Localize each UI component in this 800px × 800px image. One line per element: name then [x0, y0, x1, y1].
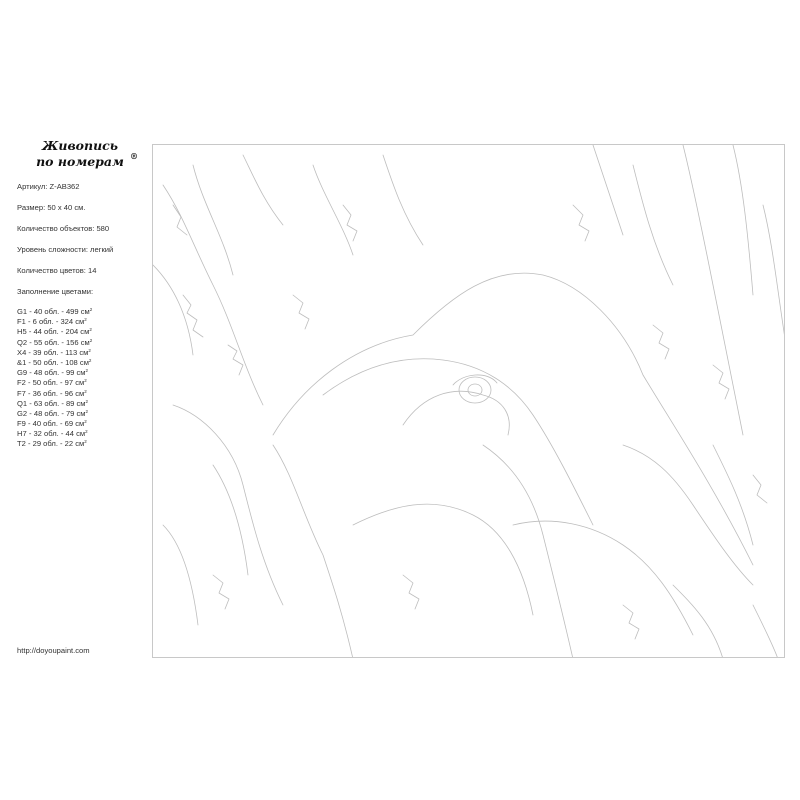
color-fill-text: T2 - 29 обл. - 22 см: [17, 439, 85, 449]
color-fill-item: [17, 315, 142, 325]
brand-line2: [30, 151, 138, 170]
color-fill-text: Q2 - 55 обл. - 156 см: [17, 337, 90, 347]
color-fill-text: F7 - 36 обл. - 96 см: [17, 388, 85, 398]
color-fill-text: G9 - 48 обл. - 99 см: [17, 368, 86, 378]
color-fill-text: H7 - 32 обл. - 44 см: [17, 429, 86, 439]
color-fill-item: [17, 356, 142, 366]
color-fill-text: Q1 - 63 обл. - 89 см: [17, 398, 86, 408]
line-art-outline: [153, 145, 785, 658]
color-fill-unit-sup: 2: [84, 439, 87, 445]
brand-line2-text: по номерам: [36, 154, 124, 169]
color-fill-unit-sup: 2: [85, 368, 89, 374]
color-fill-item: [17, 376, 142, 386]
color-fill-item: [17, 437, 142, 447]
registered-mark: ®: [130, 151, 138, 161]
size-label: Размер: 50 х 40 см.: [17, 203, 86, 212]
color-fill-item: [17, 387, 142, 397]
color-fill-unit-sup: 2: [89, 337, 93, 343]
difficulty-label: Уровень сложности: легкий: [17, 245, 114, 254]
site-url: http://doyoupaint.com: [17, 646, 90, 655]
color-fill-text: G1 - 40 обл. - 499 см: [17, 307, 90, 316]
coloring-canvas: [152, 144, 785, 658]
color-fill-unit-sup: 2: [85, 429, 88, 435]
color-fill-text: G2 - 48 обл. - 79 см: [17, 408, 86, 418]
color-fill-unit-sup: 2: [88, 347, 91, 353]
color-fill-item: [17, 346, 142, 356]
color-fill-item: [17, 325, 142, 335]
colors-count-label: Количество цветов: 14: [17, 266, 97, 275]
product-info-panel: [17, 182, 142, 448]
color-fill-item: [17, 305, 142, 315]
color-fill-text: H5 - 44 обл. - 204 см: [17, 327, 90, 337]
color-fill-unit-sup: 2: [84, 378, 87, 384]
color-fill-unit-sup: 2: [89, 307, 93, 312]
color-fill-unit-sup: 2: [85, 408, 89, 414]
color-fill-text: F1 - 6 обл. - 324 см: [17, 317, 85, 327]
color-fill-item: [17, 397, 142, 407]
color-fill-item: [17, 417, 142, 427]
article-label: Артикул: Z-AB362: [17, 182, 80, 191]
color-fill-unit-sup: 2: [88, 357, 92, 363]
color-fill-unit-sup: 2: [84, 388, 87, 394]
color-fill-text: X4 - 39 обл. - 113 см: [17, 347, 89, 357]
objects-count-label: Количество объектов: 580: [17, 224, 110, 233]
brand-line1: Живопись: [41, 138, 119, 153]
color-fill-text: &1 - 50 обл. - 108 см: [17, 357, 89, 367]
fill-title: Заполнение цветами:: [17, 287, 94, 296]
color-fill-unit-sup: 2: [84, 317, 87, 323]
color-fill-unit-sup: 2: [85, 398, 89, 404]
color-fill-item: [17, 366, 142, 376]
color-fill-unit-sup: 2: [84, 419, 87, 425]
color-fill-list: [17, 305, 142, 448]
color-fill-item: [17, 407, 142, 417]
brand-logo: [30, 138, 138, 170]
color-fill-text: F9 - 40 обл. - 69 см: [17, 419, 85, 429]
color-fill-unit-sup: 2: [89, 327, 92, 333]
color-fill-item: [17, 336, 142, 346]
color-fill-text: F2 - 50 обл. - 97 см: [17, 378, 85, 388]
color-fill-item: [17, 427, 142, 437]
